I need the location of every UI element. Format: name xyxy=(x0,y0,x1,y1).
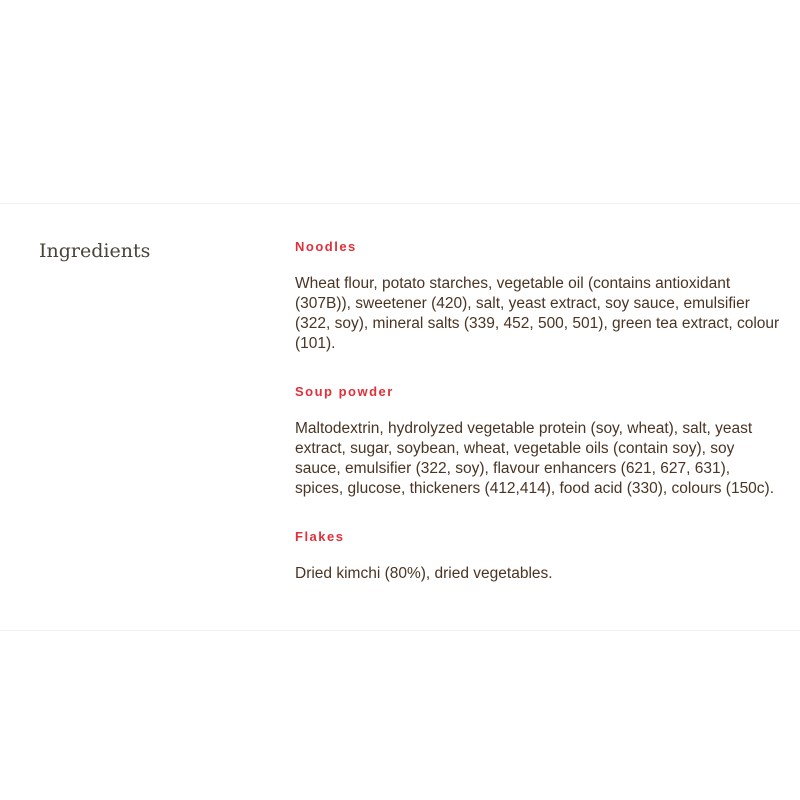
section-flakes xyxy=(295,526,780,584)
section-title-flakes: Flakes xyxy=(295,529,345,544)
ingredients-heading: Ingredients xyxy=(39,240,151,262)
section-title-soup-powder: Soup powder xyxy=(295,384,394,399)
section-body-flakes: Dried kimchi (80%), dried vegetables. xyxy=(295,565,553,582)
section-noodles xyxy=(295,236,780,354)
section-body-soup-powder: Maltodextrin, hydrolyzed vegetable protein (soy, wheat), salt, yeast extract, sugar, soybean, wheat, vegetable oils (contain soy), soy sauce, emulsifier (322, soy), flavour enhancers (621, 627, 631), spices, glucose, thickeners (412,414), food acid (330), colours (150c). xyxy=(295,420,775,497)
section-title-noodles: Noodles xyxy=(295,239,357,254)
section-body-noodles: Wheat flour, potato starches, vegetable oil (contains antioxidant (307B)), sweetener (420), salt, yeast extract, soy sauce, emulsifier (322, soy), mineral salts (339, 452, 500, 501), green tea extract, colour (101). xyxy=(295,275,780,352)
section-soup-powder xyxy=(295,381,780,499)
ingredients-content xyxy=(295,236,780,611)
